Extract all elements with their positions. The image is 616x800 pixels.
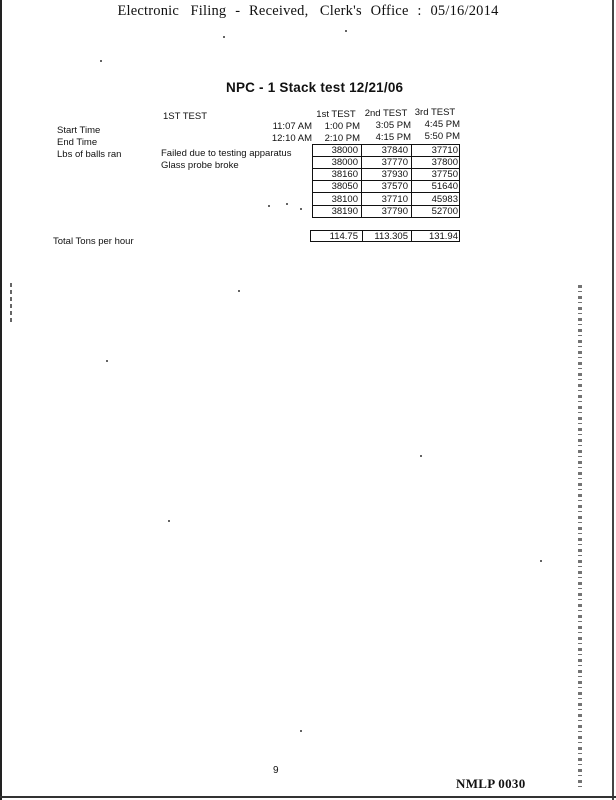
- col-header-1st-test: 1st TEST: [316, 109, 356, 120]
- table-cell: 38050: [331, 181, 358, 192]
- failed-test-start: 11:07 AM: [272, 121, 312, 132]
- table-cell: 51640: [431, 181, 458, 192]
- page-number: 9: [273, 765, 279, 776]
- grid-divider: [411, 230, 412, 242]
- total-test-1: 114.75: [329, 231, 358, 242]
- scan-speck: [286, 203, 288, 205]
- bates-stamp: NMLP 0030: [456, 776, 526, 791]
- table-cell: 38100: [331, 194, 358, 205]
- grid-divider: [312, 192, 460, 193]
- end-time-test-3: 5:50 PM: [424, 131, 460, 142]
- table-cell: 38190: [331, 206, 358, 217]
- label-first-test: 1ST TEST: [163, 111, 207, 122]
- header-filing-received: Filing - Received,: [190, 3, 309, 19]
- label-start-time: Start Time: [57, 125, 101, 136]
- table-cell: 37790: [381, 206, 408, 217]
- col-header-3rd-test: 3rd TEST: [414, 107, 456, 118]
- header-clerk-office-date: Clerk's Office : 05/16/2014: [319, 3, 499, 19]
- header-electronic: Electronic: [117, 3, 180, 19]
- table-cell: 37840: [381, 145, 408, 156]
- table-cell: 38000: [331, 145, 358, 156]
- grid-divider: [362, 230, 363, 242]
- scan-speck: [300, 208, 302, 210]
- scan-speck: [345, 30, 347, 32]
- end-time-test-2: 4:15 PM: [375, 132, 411, 143]
- table-cell: 38000: [331, 157, 358, 168]
- scan-speck: [100, 60, 102, 62]
- scan-speck: [420, 455, 422, 457]
- scan-speck: [268, 205, 270, 207]
- table-cell: 37710: [381, 194, 408, 205]
- failed-test-note: Failed due to testing apparatus: [161, 148, 292, 159]
- glass-probe-note: Glass probe broke: [161, 160, 239, 171]
- table-cell: 37800: [431, 157, 458, 168]
- label-end-time: End Time: [57, 137, 98, 148]
- table-cell: 52700: [431, 206, 458, 217]
- scan-artifact-left: [10, 283, 12, 323]
- start-time-test-2: 3:05 PM: [375, 120, 411, 131]
- start-time-test-3: 4:45 PM: [424, 119, 460, 130]
- label-total-tons: Total Tons per hour: [53, 236, 134, 247]
- scan-edge-right: [612, 0, 614, 800]
- scan-speck: [106, 360, 108, 362]
- table-cell: 37710: [431, 145, 458, 156]
- scan-edge-left: [0, 0, 2, 800]
- scan-speck: [540, 560, 542, 562]
- end-time-test-1: 2:10 PM: [324, 133, 360, 144]
- scan-speck: [300, 730, 302, 732]
- failed-test-end: 12:10 AM: [271, 133, 312, 144]
- scan-speck: [223, 36, 225, 38]
- scan-speck: [168, 520, 170, 522]
- scan-artifact-right: [578, 285, 582, 790]
- total-test-2: 113.305: [374, 231, 408, 242]
- table-cell: 37770: [381, 157, 408, 168]
- table-cell: 37750: [431, 169, 458, 180]
- table-cell: 37570: [381, 181, 408, 192]
- scan-speck: [238, 290, 240, 292]
- scan-edge-bottom: [0, 796, 616, 798]
- label-lbs-ran: Lbs of balls ran: [57, 149, 122, 160]
- table-cell: 45983: [431, 194, 458, 205]
- table-cell: 37930: [381, 169, 408, 180]
- table-cell: 38160: [331, 169, 358, 180]
- start-time-test-1: 1:00 PM: [324, 121, 360, 132]
- total-test-3: 131.94: [428, 231, 458, 242]
- filing-header: [0, 3, 616, 20]
- document-title: NPC - 1 Stack test 12/21/06: [226, 80, 404, 95]
- col-header-2nd-test: 2nd TEST: [364, 108, 408, 119]
